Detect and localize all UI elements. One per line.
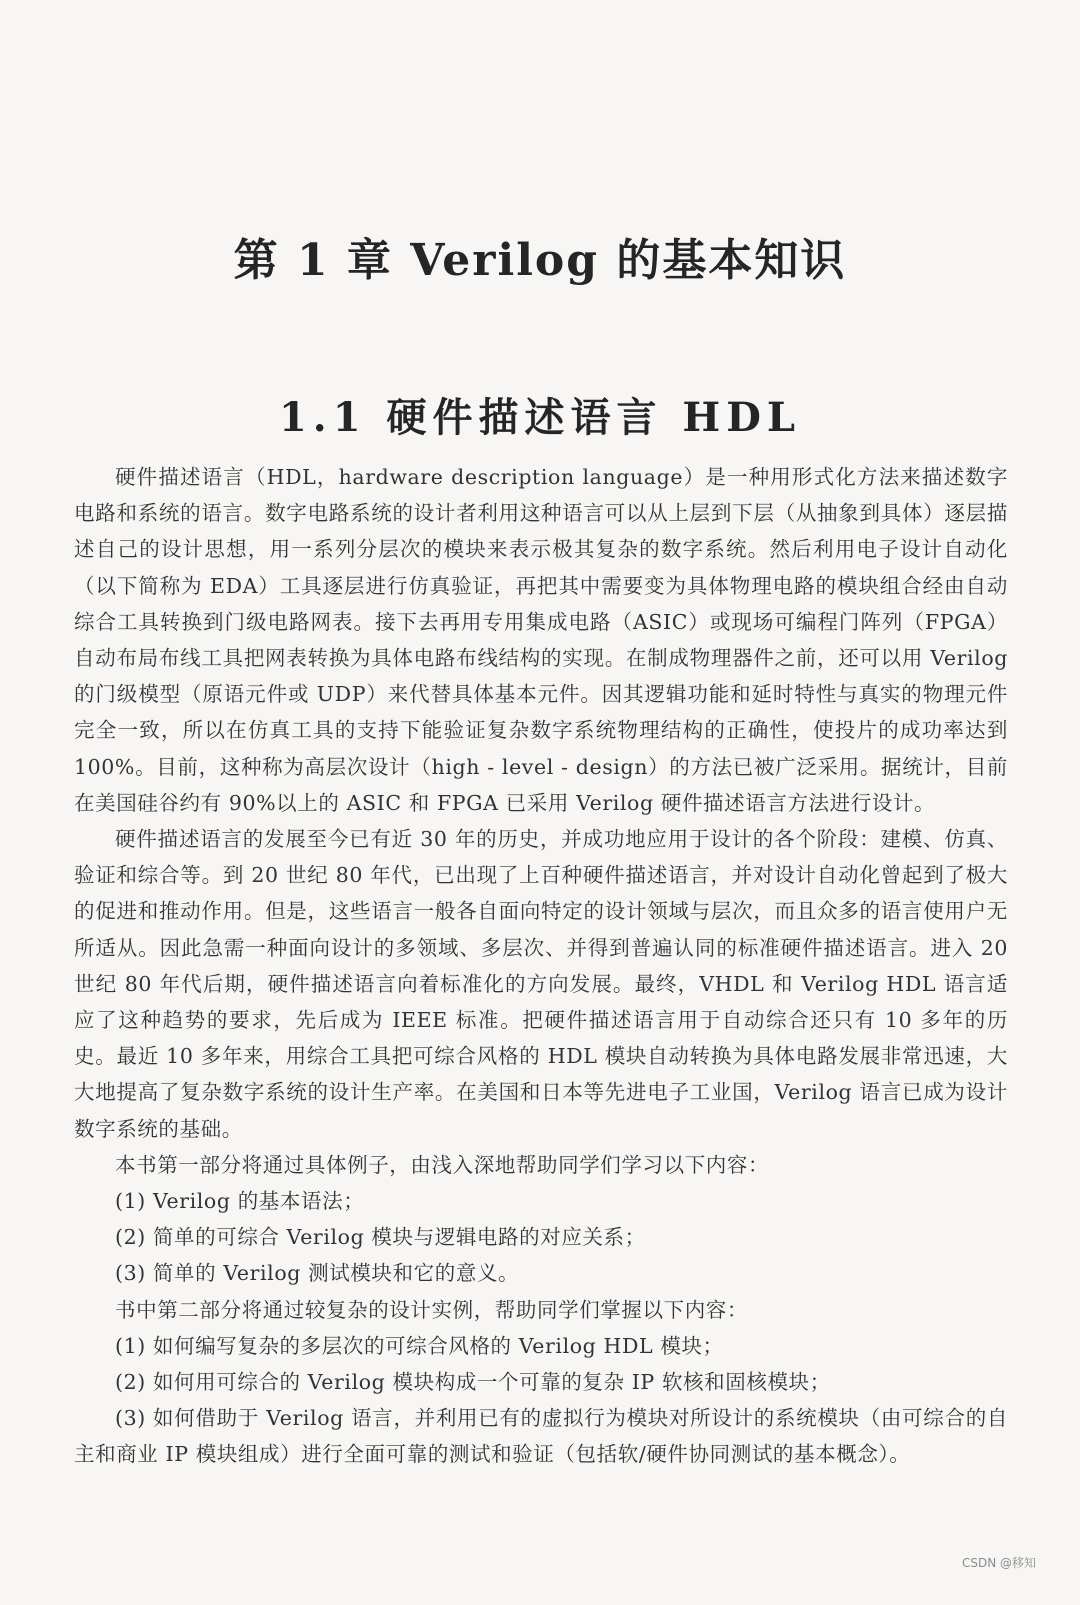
paragraph-part-one-intro: 本书第一部分将通过具体例子，由浅入深地帮助同学们学习以下内容： <box>115 1152 770 1177</box>
paragraph-hdl-history: 硬件描述语言的发展至今已有近 30 年的历史，并成功地应用于设计的各个阶段：建模、仿真、验证和综合等。到 20 世纪 80 年代，已出现了上百种硬件描述语言，并对设计自动化曾起到了极大的促进和推动作用。但是，这些语言一般各自面向特定的设计领域与层次，而且众多的语言使用户无所适从。因此急需一种面向设计的多领域、多层次、并得到普遍认同的标准硬件描述语言。进入 20 世纪 80 年代后期，硬件描述语言向着标准化的方向发展。最终，VHDL 和 Verilog HDL 语言适应了这种趋势的要求，先后成为 IEEE 标准。把硬件描述语言用于自动综合还只有 10 多年的历史。最近 10 多年来，用综合工具把可综合风格的 HDL 模块自动转换为具体电路发展非常迅速，大大地提高了复杂数字系统的设计生产率。在美国和日本等先进电子工业国，Verilog 语言已成为设计数字系统的基础。 <box>74 827 1008 1141</box>
paragraph-hdl-definition: 硬件描述语言（HDL，hardware description language）是一种用形式化方法来描述数字电路和系统的语言。数字电路系统的设计者利用这种语言可以从上层到下层（从抽象到具体）逐层描述自己的设计思想，用一系列分层次的模块来表示极其复杂的数字系统。然后利用电子设计自动化（以下简称为 EDA）工具逐层进行仿真验证，再把其中需要变为具体物理电路的模块组合经由自动综合工具转换到门级电路网表。接下去再用专用集成电路（ASIC）或现场可编程门阵列（FPGA）自动布局布线工具把网表转换为具体电路布线结构的实现。在制成物理器件之前，还可以用 Verilog 的门级模型（原语元件或 UDP）来代替具体基本元件。因其逻辑功能和延时特性与真实的物理元件完全一致，所以在仿真工具的支持下能验证复杂数字系统物理结构的正确性，使投片的成功率达到 100%。目前，这种称为高层次设计（high - level - design）的方法已被广泛采用。据统计，目前在美国硅谷约有 90%以上的 ASIC 和 FPGA 已采用 Verilog 硬件描述语言方法进行设计。 <box>74 465 1008 815</box>
csdn-watermark: CSDN @移知 <box>961 1556 1036 1570</box>
chapter-title: 第 1 章 Verilog 的基本知识 <box>233 235 847 286</box>
section-title: 1.1 硬件描述语言 HDL <box>278 394 802 441</box>
body-text <box>74 459 1008 1473</box>
list-item: (2) 如何用可综合的 Verilog 模块构成一个可靠的复杂 IP 软核和固核模块； <box>115 1370 831 1395</box>
list-item: (1) Verilog 的基本语法； <box>115 1189 365 1214</box>
paragraph-part-two-intro: 书中第二部分将通过较复杂的设计实例，帮助同学们掌握以下内容： <box>115 1297 748 1322</box>
list-item: (3) 如何借助于 Verilog 语言，并利用已有的虚拟行为模块对所设计的系统模块（由可综合的自主和商业 IP 模块组成）进行全面可靠的测试和验证（包括软/硬件协同测试的基本概念）。 <box>74 1406 1008 1467</box>
list-item: (2) 简单的可综合 Verilog 模块与逻辑电路的对应关系； <box>115 1225 646 1250</box>
list-item: (1) 如何编写复杂的多层次的可综合风格的 Verilog HDL 模块； <box>115 1333 724 1358</box>
list-item: (3) 简单的 Verilog 测试模块和它的意义。 <box>115 1261 520 1286</box>
